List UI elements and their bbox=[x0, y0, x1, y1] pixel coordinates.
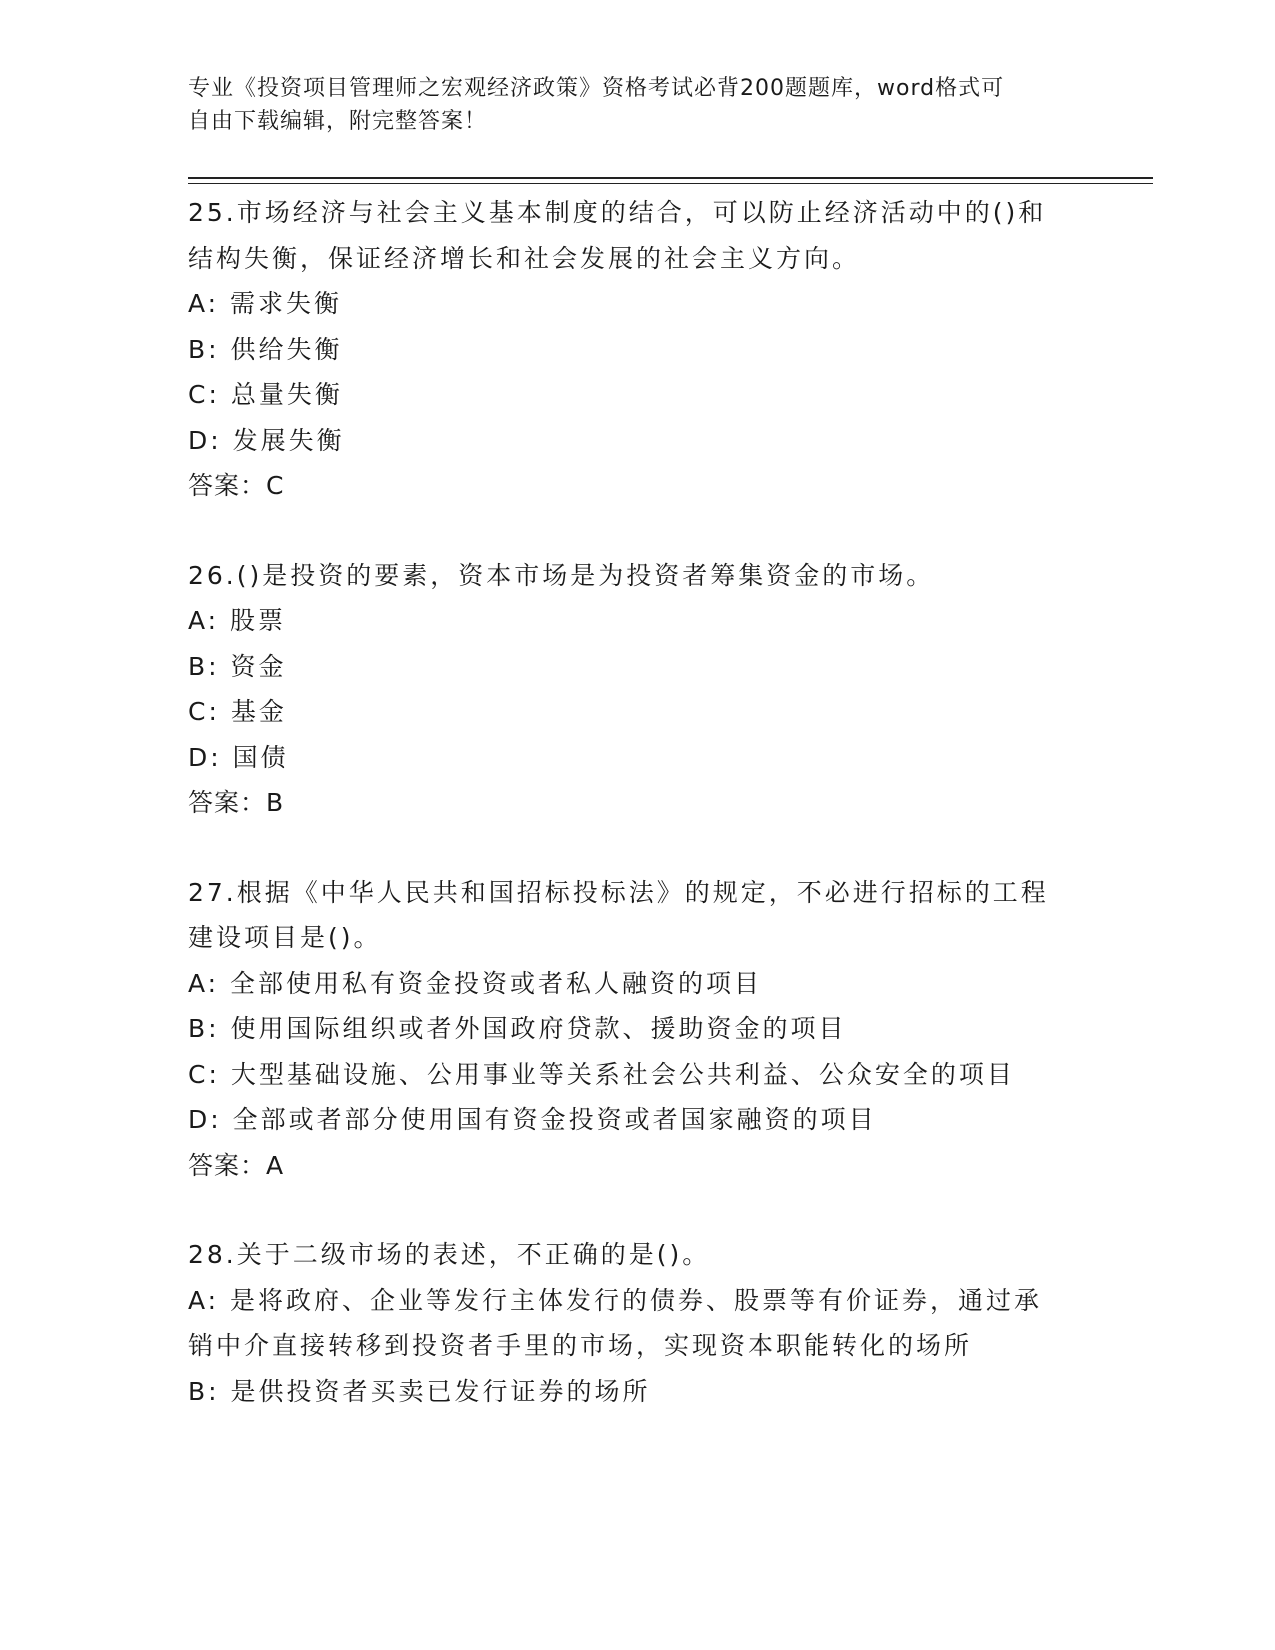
question-list bbox=[188, 190, 1088, 1458]
option-b: B: 资金 bbox=[188, 651, 287, 681]
option-c: C: 总量失衡 bbox=[188, 380, 343, 409]
answer: 答案：A bbox=[188, 1150, 285, 1180]
option-d: D: 发展失衡 bbox=[188, 425, 345, 455]
question-stem: 26.()是投资的要素，资本市场是为投资者筹集资金的市场。 bbox=[188, 560, 935, 590]
header-divider-thick bbox=[188, 177, 1153, 179]
question-stem: 结构失衡，保证经济增长和社会发展的社会主义方向。 bbox=[188, 243, 861, 273]
option-c: C: 大型基础设施、公用事业等关系社会公共利益、公众安全的项目 bbox=[188, 1059, 1015, 1089]
question-stem: 25.市场经济与社会主义基本制度的结合，可以防止经济活动中的()和 bbox=[188, 198, 1047, 227]
option-a: A: 是将政府、企业等发行主体发行的债券、股票等有价证券，通过承 bbox=[188, 1285, 1043, 1315]
question-26 bbox=[188, 553, 1088, 826]
option-a: A: 全部使用私有资金投资或者私人融资的项目 bbox=[188, 968, 763, 998]
question-stem: 27.根据《中华人民共和国招标投标法》的规定，不必进行招标的工程 bbox=[188, 877, 1049, 907]
option-a: A: 股票 bbox=[188, 606, 287, 635]
option-d: D: 国债 bbox=[188, 742, 289, 772]
option-a: A: 需求失衡 bbox=[188, 289, 343, 318]
option-c: C: 基金 bbox=[188, 697, 287, 726]
document-header bbox=[188, 72, 1088, 138]
header-line-2: 自由下载编辑，附完整答案！ bbox=[188, 109, 488, 134]
header-divider-thin bbox=[188, 183, 1153, 184]
question-stem: 建设项目是()。 bbox=[188, 923, 382, 952]
header-line-1: 专业《投资项目管理师之宏观经济政策》资格考试必背200题题库，word格式可 bbox=[188, 76, 1005, 101]
option-b: B: 是供投资者买卖已发行证券的场所 bbox=[188, 1376, 651, 1406]
question-stem: 28.关于二级市场的表述，不正确的是()。 bbox=[188, 1240, 711, 1269]
option-a-continued: 销中介直接转移到投资者手里的市场，实现资本职能转化的场所 bbox=[188, 1331, 973, 1360]
question-27 bbox=[188, 870, 1088, 1189]
question-25 bbox=[188, 190, 1088, 509]
option-b: B: 使用国际组织或者外国政府贷款、援助资金的项目 bbox=[188, 1014, 847, 1043]
option-b: B: 供给失衡 bbox=[188, 334, 343, 364]
option-d: D: 全部或者部分使用国有资金投资或者国家融资的项目 bbox=[188, 1105, 877, 1134]
answer: 答案：C bbox=[188, 471, 285, 500]
answer: 答案：B bbox=[188, 788, 285, 817]
question-28 bbox=[188, 1232, 1088, 1414]
